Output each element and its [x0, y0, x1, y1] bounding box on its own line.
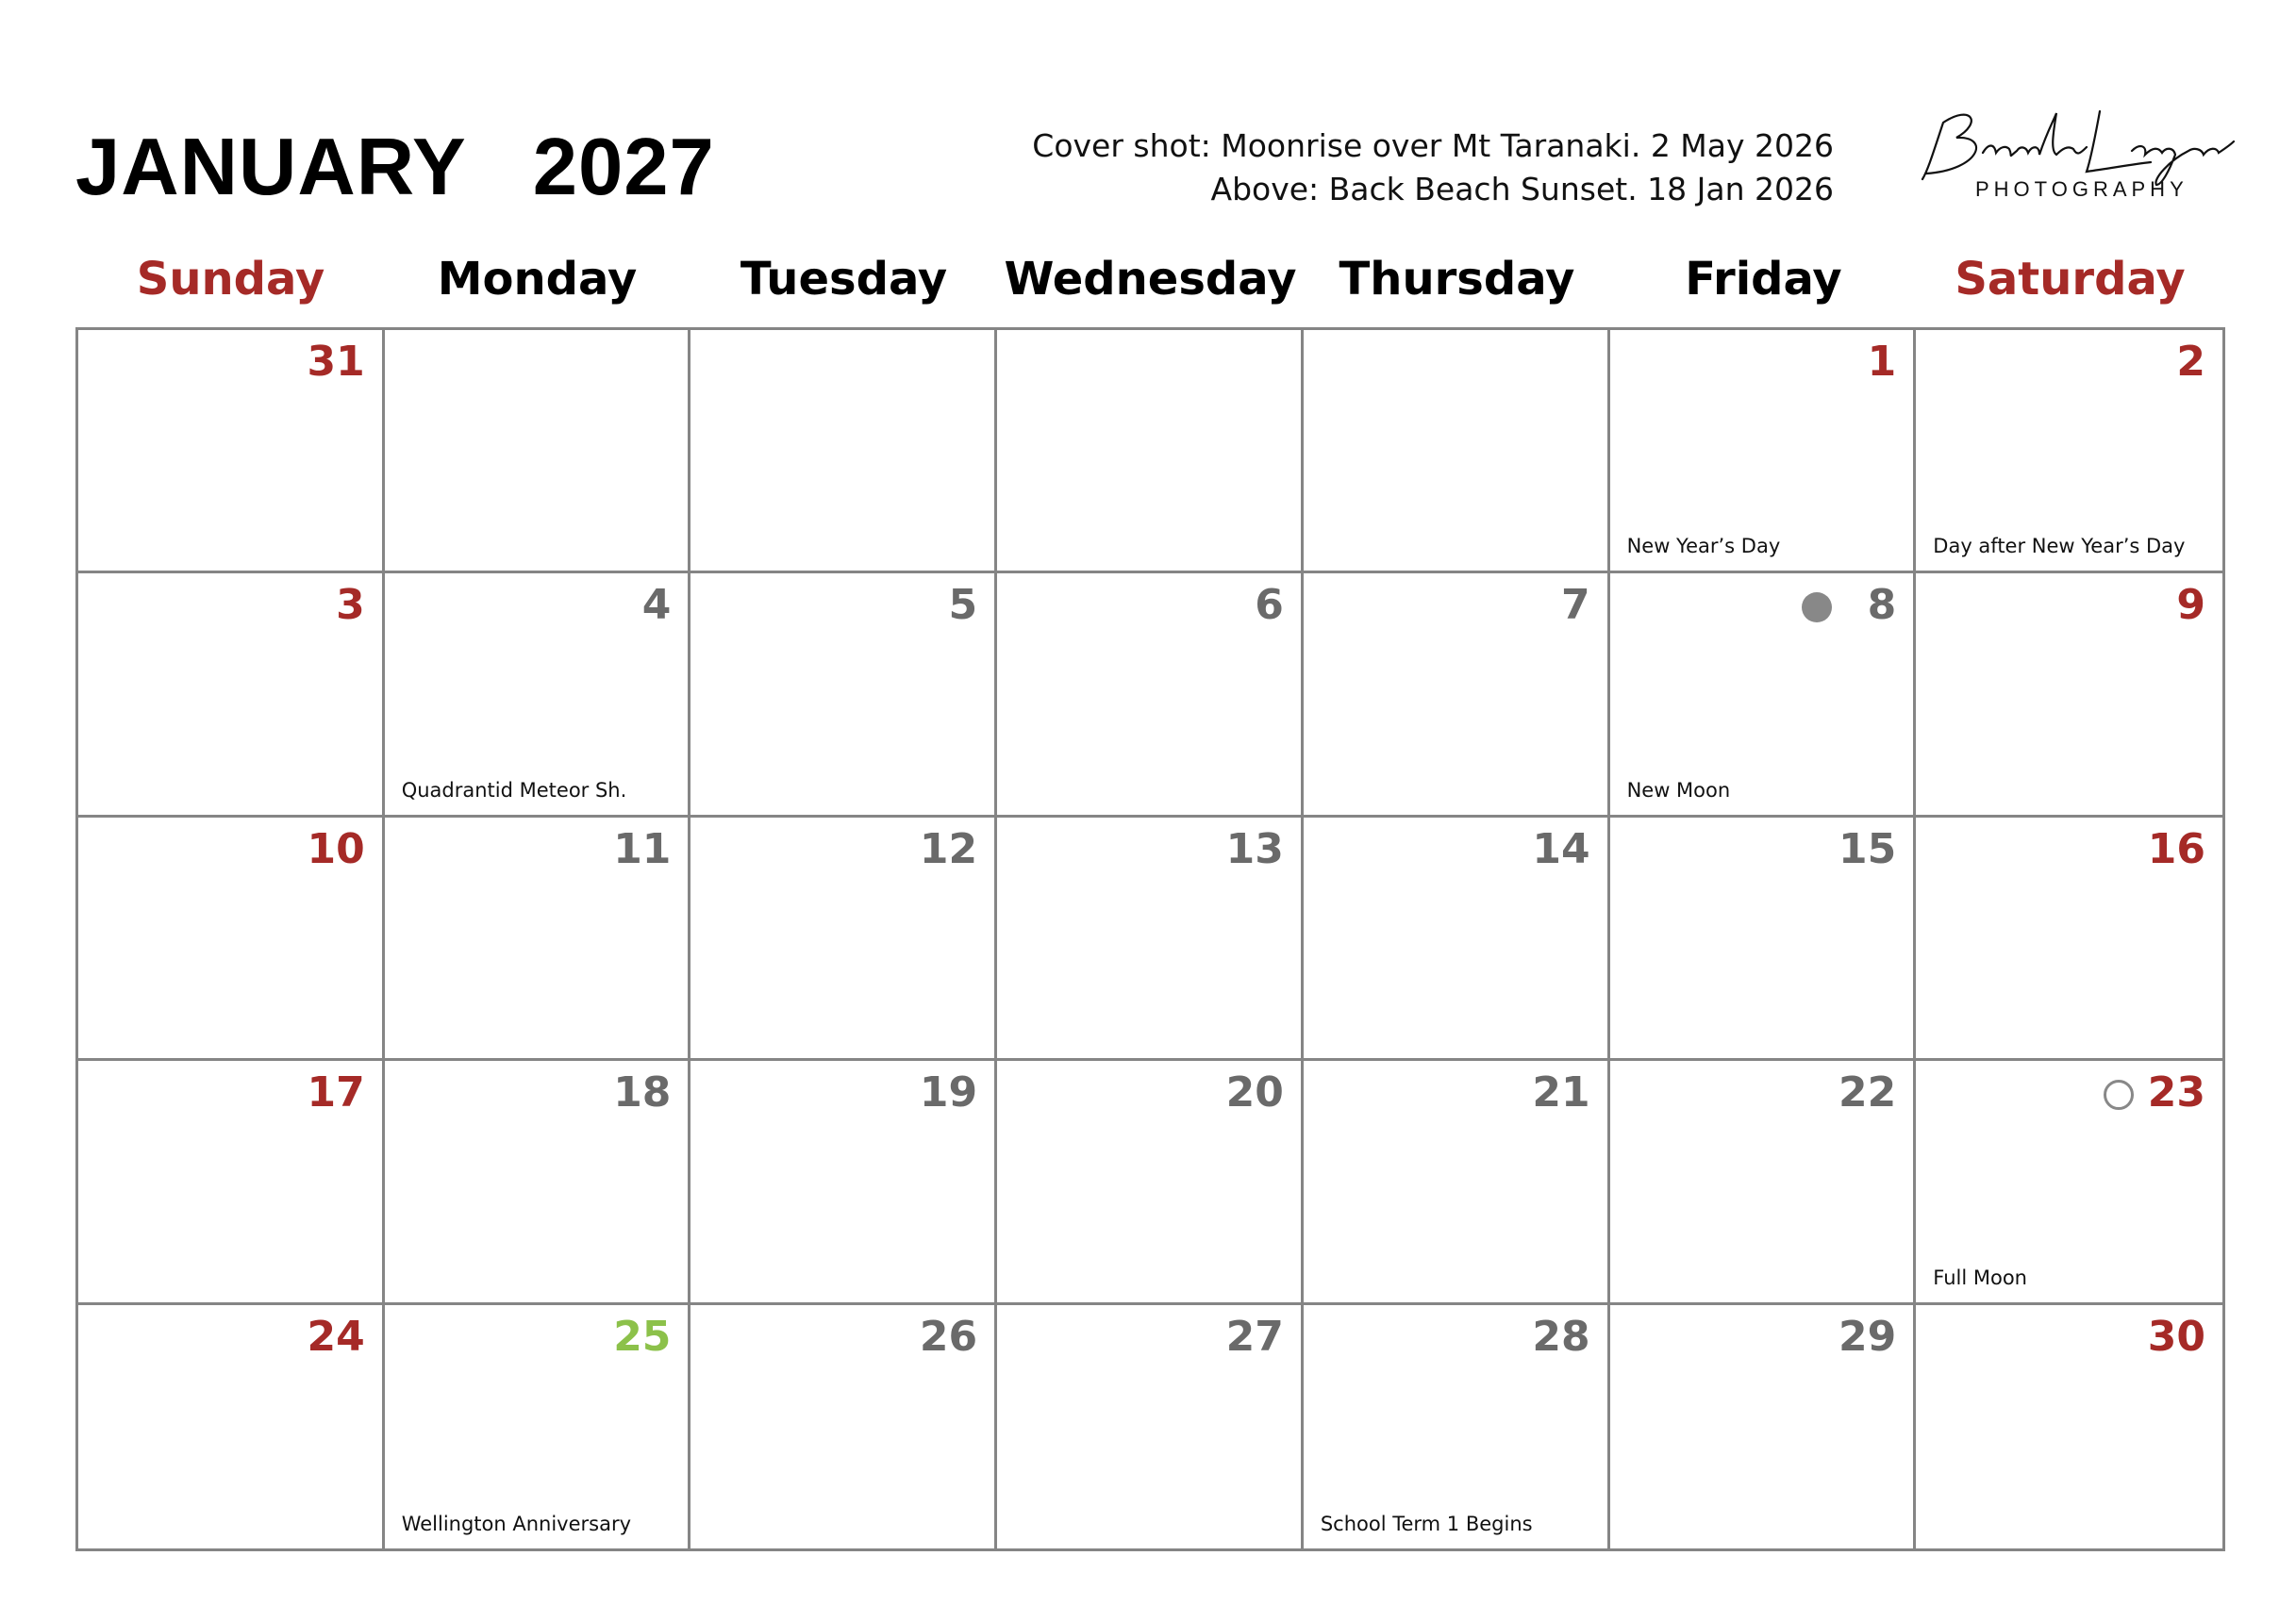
- day-number: 9: [2176, 581, 2205, 630]
- photo-captions: [1032, 124, 1834, 211]
- day-cell: [690, 1061, 997, 1304]
- day-note: Wellington Anniversary: [401, 1512, 632, 1535]
- weekday-wednesday: Wednesday: [1004, 253, 1297, 306]
- day-number: 23: [2147, 1068, 2205, 1117]
- day-cell: [1610, 573, 1917, 817]
- weekday-thursday: Thursday: [1339, 253, 1575, 306]
- day-cell: [1610, 330, 1917, 573]
- day-cell: [1916, 330, 2222, 573]
- day-number: 19: [919, 1068, 978, 1117]
- day-cell: [690, 818, 997, 1061]
- day-cell: [78, 1305, 385, 1548]
- full-moon-icon: [2104, 1080, 2134, 1110]
- weekday-saturday: Saturday: [1955, 253, 2186, 306]
- calendar-grid: [75, 327, 2225, 1551]
- day-number: 27: [1225, 1312, 1284, 1361]
- day-number: 28: [1532, 1312, 1590, 1361]
- day-number: 15: [1838, 824, 1897, 873]
- weekday-tuesday: Tuesday: [740, 253, 948, 306]
- day-number: 18: [613, 1068, 672, 1117]
- day-cell: [997, 818, 1304, 1061]
- day-cell: [78, 818, 385, 1061]
- day-cell: [997, 330, 1304, 573]
- day-number: 13: [1225, 824, 1284, 873]
- day-cell: [385, 1061, 691, 1304]
- weekday-monday: Monday: [437, 253, 638, 306]
- day-number: 3: [336, 581, 365, 630]
- day-number: 6: [1255, 581, 1284, 630]
- day-number: 10: [307, 824, 365, 873]
- day-cell: [1916, 1061, 2222, 1304]
- day-number: 20: [1225, 1068, 1284, 1117]
- weekday-header: [77, 253, 2223, 306]
- day-cell: [385, 1305, 691, 1548]
- day-note: Quadrantid Meteor Sh.: [401, 778, 627, 802]
- day-cell: [1916, 1305, 2222, 1548]
- above-caption: Above: Back Beach Sunset. 18 Jan 2026: [1210, 171, 1834, 207]
- signature-logo-icon: [1915, 94, 2236, 189]
- day-cell: [1610, 818, 1917, 1061]
- day-cell: [690, 573, 997, 817]
- day-cell: [997, 573, 1304, 817]
- day-number: 4: [641, 581, 672, 630]
- day-cell: [997, 1061, 1304, 1304]
- day-cell: [78, 573, 385, 817]
- weekday-friday: Friday: [1685, 253, 1842, 306]
- day-number: 22: [1838, 1068, 1897, 1117]
- day-number: 30: [2147, 1312, 2205, 1361]
- day-number: 14: [1532, 824, 1590, 873]
- month-name: JANUARY: [75, 123, 467, 212]
- day-cell: [78, 1061, 385, 1304]
- day-cell: [1304, 1061, 1610, 1304]
- day-note: Day after New Year’s Day: [1933, 535, 2186, 558]
- day-number: 7: [1560, 581, 1590, 630]
- day-cell: [1916, 818, 2222, 1061]
- year: 2027: [532, 123, 715, 212]
- day-number: 5: [948, 581, 978, 630]
- day-number: 26: [919, 1312, 978, 1361]
- day-number: 24: [307, 1312, 365, 1361]
- logo-word: PHOTOGRAPHY: [1975, 177, 2188, 201]
- day-cell: [385, 818, 691, 1061]
- day-cell: [690, 1305, 997, 1548]
- day-cell: [385, 573, 691, 817]
- day-note: New Year’s Day: [1626, 535, 1781, 558]
- day-cell: [1610, 1305, 1917, 1548]
- day-note: New Moon: [1626, 778, 1731, 802]
- day-cell: [1304, 573, 1610, 817]
- day-cell: [1610, 1061, 1917, 1304]
- day-note: School Term 1 Begins: [1320, 1512, 1533, 1535]
- weekday-sunday: Sunday: [136, 253, 325, 306]
- day-number: 29: [1838, 1312, 1897, 1361]
- day-cell: [1304, 818, 1610, 1061]
- day-number: 2: [2176, 338, 2205, 386]
- day-note: Full Moon: [1933, 1266, 2027, 1289]
- day-number: 11: [613, 824, 672, 873]
- day-cell: [690, 330, 997, 573]
- photography-logo: [1915, 94, 2236, 212]
- cover-caption: Cover shot: Moonrise over Mt Taranaki. 2 May 2026: [1032, 127, 1834, 164]
- day-cell: [78, 330, 385, 573]
- day-cell: [1304, 1305, 1610, 1548]
- day-number: 31: [307, 338, 365, 386]
- day-number: 17: [307, 1068, 365, 1117]
- day-cell: [1304, 330, 1610, 573]
- day-number: 16: [2147, 824, 2205, 873]
- day-number: 25: [613, 1312, 672, 1361]
- day-number: 1: [1867, 338, 1897, 386]
- day-number: 8: [1867, 581, 1897, 630]
- day-cell: [385, 330, 691, 573]
- new-moon-icon: [1802, 592, 1832, 622]
- day-number: 12: [919, 824, 978, 873]
- day-cell: [1916, 573, 2222, 817]
- month-title: [75, 123, 715, 212]
- day-number: 21: [1532, 1068, 1590, 1117]
- day-cell: [997, 1305, 1304, 1548]
